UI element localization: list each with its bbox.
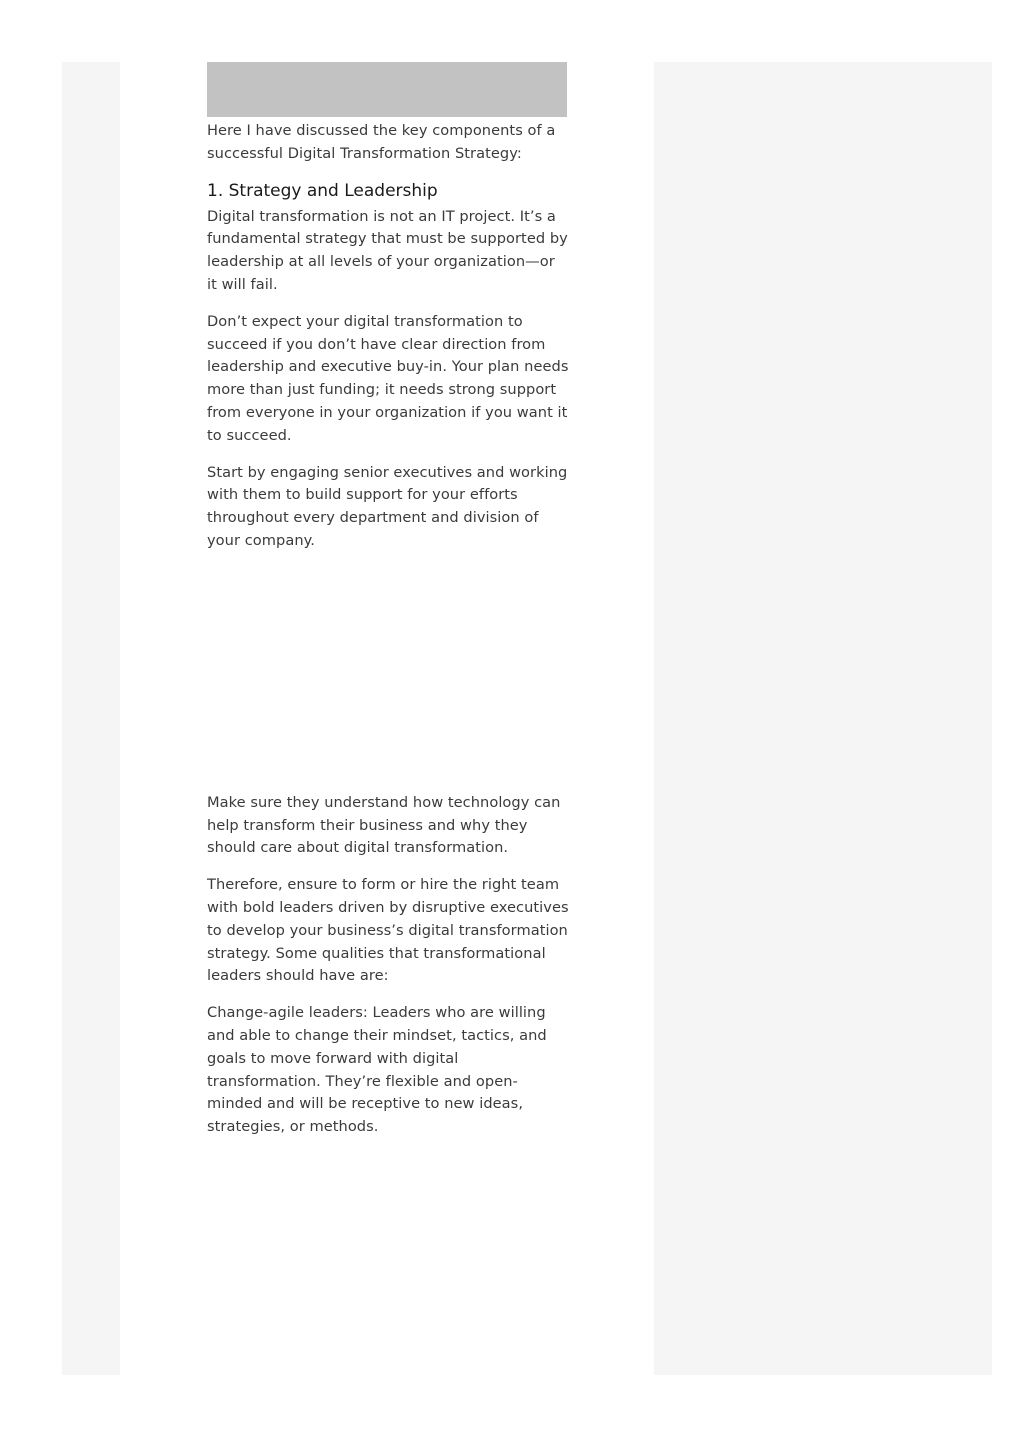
- paragraph: Digital transformation is not an IT project. It’s a fundamental strategy that must be supported by leadership at all levels of your organization—or it will fail.: [207, 207, 568, 293]
- paragraph: Start by engaging senior executives and working with them to build support for your efforts throughout every department and division of your company.: [207, 463, 568, 549]
- header-image-placeholder: [207, 62, 567, 117]
- left-rail: [62, 62, 120, 1375]
- right-sidebar: [654, 62, 992, 1375]
- paragraph: Change-agile leaders: Leaders who are willing and able to change their mindset, tactics, and goals to move forward with digital transformation. They’re flexible and open-minded and will be receptive to new ideas, strategies, or methods.: [207, 1004, 547, 1136]
- section-heading: 1. Strategy and Leadership: [207, 180, 438, 201]
- paragraph: Don’t expect your digital transformation to succeed if you don’t have clear direction from leadership and executive buy-in. Your plan needs more than just funding; it needs strong support from everyone in your organization if you want it to succeed.: [207, 312, 569, 444]
- intro-paragraph: Here I have discussed the key components of a successful Digital Transformation Strategy:: [207, 122, 556, 162]
- paragraph: Make sure they understand how technology can help transform their business and why they should care about digital transformation.: [207, 793, 561, 857]
- article-content: [207, 62, 569, 1139]
- ad-slot-blank: [207, 553, 569, 792]
- paragraph: Therefore, ensure to form or hire the right team with bold leaders driven by disruptive executives to develop your business’s digital transformation strategy. Some qualities that transformational leaders should have are:: [207, 876, 569, 985]
